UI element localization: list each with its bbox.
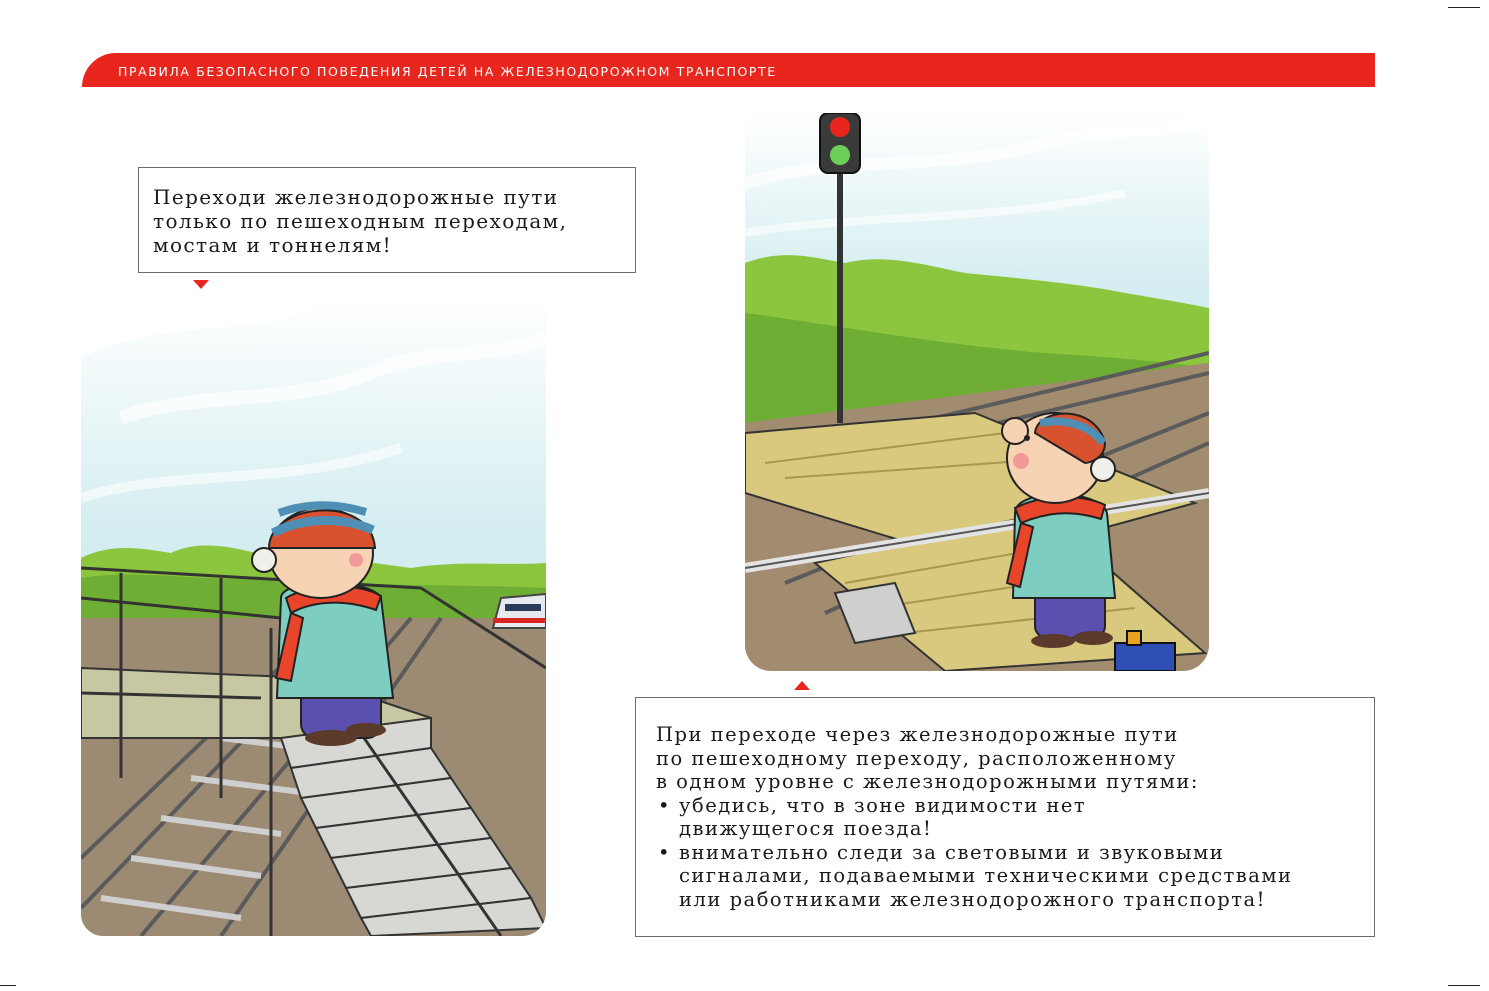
header-bar (82, 53, 1375, 87)
callout-line: При переходе через железнодорожные пути (656, 723, 1179, 746)
illustration-level-crossing (745, 113, 1209, 671)
callout-line: Переходи железнодорожные пути (153, 185, 559, 209)
rule-line: движущегося поезда! (679, 817, 933, 840)
pointer-down-icon (193, 280, 209, 289)
callout-crossing-rule (635, 697, 1375, 937)
callout-crossing-intro (656, 723, 1354, 794)
rule-item (656, 841, 1354, 912)
rule-line: убедись, что в зоне видимости нет (679, 793, 1087, 817)
crop-mark-top-right (1448, 7, 1480, 8)
callout-line: в одном уровне с железнодорожными путями: (656, 770, 1199, 793)
page-title: ПРАВИЛА БЕЗОПАСНОГО ПОВЕДЕНИЯ ДЕТЕЙ НА ЖЕЛЕЗНОДОРОЖНОМ ТРАНСПОРТЕ (118, 64, 777, 79)
rule-line: или работниками железнодорожного транспорта! (679, 887, 1266, 911)
crop-mark-bottom-right (1448, 985, 1480, 986)
crop-mark-bottom-left (0, 985, 16, 986)
callout-bridge-text (153, 185, 621, 257)
callout-bridge-rule (138, 167, 636, 273)
callout-line: только по пешеходным переходам, (153, 209, 568, 233)
callout-line: по пешеходному переходу, расположенному (656, 746, 1177, 770)
callout-line: мостам и тоннелям! (153, 233, 393, 257)
pointer-up-icon (794, 681, 810, 690)
rule-item (656, 794, 1354, 841)
rule-line: сигналами, подаваемыми техническими средствами (679, 864, 1293, 887)
illustration-bridge-stairs (81, 298, 546, 936)
rule-line: внимательно следи за световыми и звуковыми (679, 840, 1225, 864)
rule-list (656, 794, 1354, 912)
